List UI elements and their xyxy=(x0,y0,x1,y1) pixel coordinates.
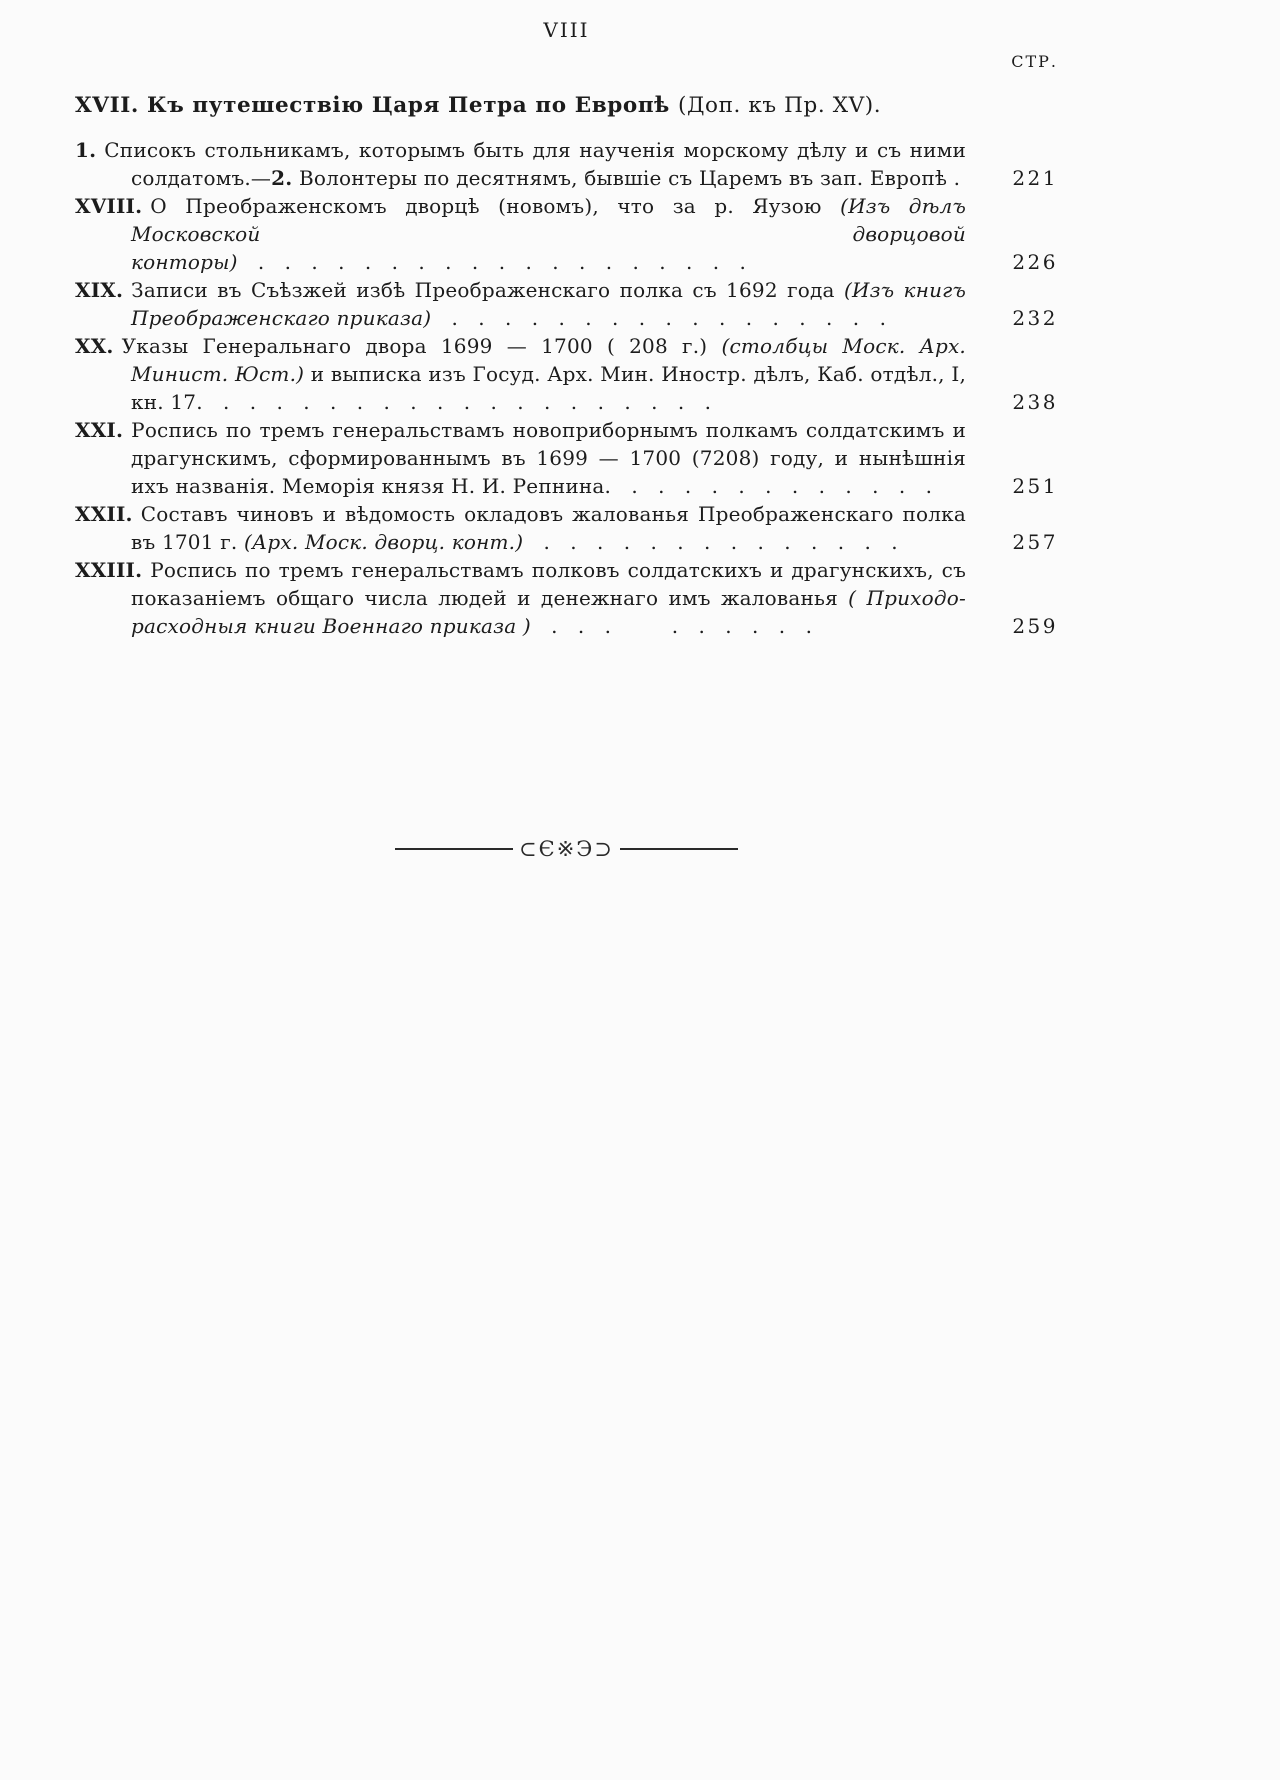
entry-page-number: 259 xyxy=(1012,614,1058,638)
entry-body: О Преображенскомъ дворцѣ (новомъ), что за р. Яузою (Изъ дѣлъ Московской дворцовой конторы) . . . . . . . . . . . . . . . . . . . xyxy=(131,194,966,274)
toc-entry xyxy=(75,416,1058,500)
entry-page-number: 226 xyxy=(1012,250,1058,274)
entry-number: XXIII. xyxy=(75,558,143,582)
entry-body: Списокъ стольникамъ, которымъ быть для наученія морскому дѣлу и съ ними солдатомъ.—2. Волонтеры по десятнямъ, бывшіе съ Царемъ въ зап. Европѣ . xyxy=(104,138,966,190)
entry-text xyxy=(75,556,966,640)
page-column-header: СТР. xyxy=(1011,52,1058,71)
page-folio: VIII xyxy=(543,18,590,42)
entry-text xyxy=(75,416,966,500)
entry-number: 1. xyxy=(75,138,97,162)
entry-body: Составъ чиновъ и вѣдомость окладовъ жалованья Преображенскаго полка въ 1701 г. (Арх. Моск. дворц. конт.) . . . . . . . . . . . . . . xyxy=(131,502,966,554)
entry-text xyxy=(75,136,966,192)
entry-page-number: 221 xyxy=(1012,166,1058,190)
divider-ornament xyxy=(75,838,1058,860)
entry-number: XXII. xyxy=(75,502,133,526)
toc-entry xyxy=(75,556,1058,640)
toc-entry xyxy=(75,192,1058,276)
section-heading-note: (Доп. къ Пр. XV). xyxy=(677,93,882,118)
section-heading-main: XVII. Къ путешествію Царя Петра по Европѣ xyxy=(75,93,678,118)
toc-entries xyxy=(75,136,1058,640)
entry-body: Указы Генеральнаго двора 1699 — 1700 ( 208 г.) (столбцы Моск. Арх. Минист. Юст.) и выписка изъ Госуд. Арх. Мин. Иностр. дѣлъ, Каб. отдѣл., I, кн. 17. . . . . . . . . . . . . . . . . . . . xyxy=(121,334,966,414)
entry-number: XIX. xyxy=(75,278,124,302)
entry-body: Роспись по тремъ генеральствамъ полковъ солдатскихъ и драгунскихъ, съ показаніемъ общаго числа людей и денежнаго имъ жалованья ( Приходо-расходныя книги Военнаго приказа ) . . . . . . . . . xyxy=(131,558,966,638)
entry-page-number: 232 xyxy=(1012,306,1058,330)
toc-entry xyxy=(75,332,1058,416)
entry-text xyxy=(75,500,966,556)
entry-number: XVIII. xyxy=(75,194,143,218)
entry-text xyxy=(75,192,966,276)
entry-body: Роспись по тремъ генеральствамъ новоприборнымъ полкамъ солдатскимъ и драгунскимъ, сформированнымъ въ 1699 — 1700 (7208) году, и нынѣшнія ихъ названія. Меморія князя Н. И. Репнина. . . . . . . . . . . . . xyxy=(131,418,966,498)
toc-entry xyxy=(75,276,1058,332)
section-heading xyxy=(75,93,1058,118)
divider-rule-left-icon xyxy=(395,848,513,849)
entry-number: XX. xyxy=(75,334,114,358)
entry-page-number: 238 xyxy=(1012,390,1058,414)
entry-page-number: 257 xyxy=(1012,530,1058,554)
toc-entry xyxy=(75,136,1058,192)
divider-glyph-icon: ⊂Є※Э⊃ xyxy=(519,837,614,861)
entry-page-number: 251 xyxy=(1012,474,1058,498)
entry-body: Записи въ Съѣзжей избѣ Преображенскаго полка съ 1692 года (Изъ книгъ Преображенскаго приказа) . . . . . . . . . . . . . . . . . xyxy=(131,278,966,330)
entry-text xyxy=(75,276,966,332)
entry-number: XXI. xyxy=(75,418,124,442)
entry-text xyxy=(75,332,966,416)
toc-entry xyxy=(75,500,1058,556)
divider-rule-right-icon xyxy=(620,848,738,849)
